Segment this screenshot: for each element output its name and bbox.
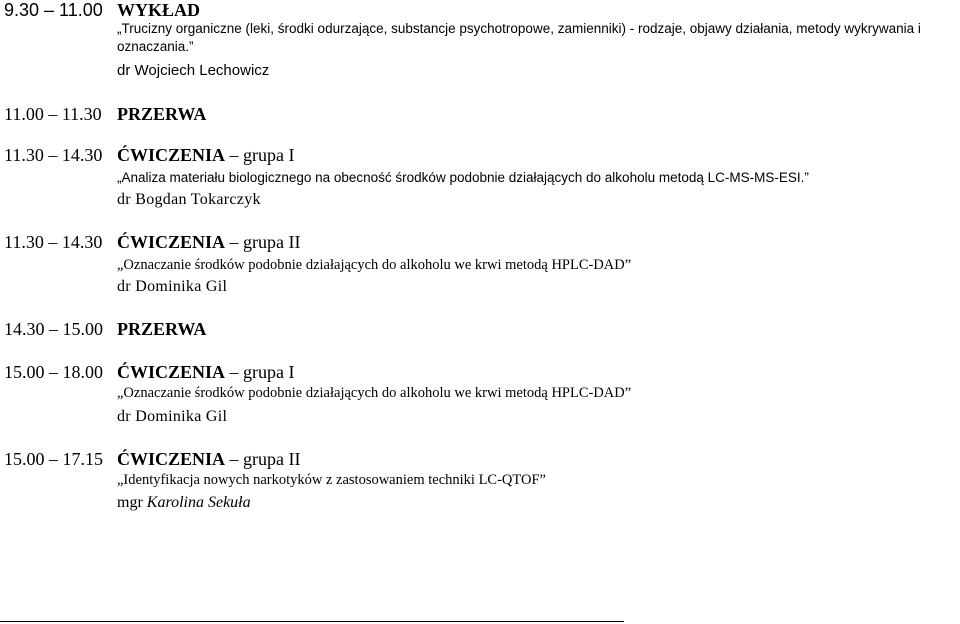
entry-person-name: dr Dominika Gil: [117, 278, 228, 295]
entry-title: ĆWICZENIA: [117, 145, 226, 165]
entry-topic: „Identyfikacja nowych narkotyków z zastosowaniem techniki LC-QTOF”: [117, 472, 546, 488]
entry-person-name: dr Bogdan Tokarczyk: [117, 191, 261, 208]
entry-heading: [117, 104, 206, 124]
entry-time: 15.00 – 17.15: [4, 449, 103, 469]
entry-topic: „Analiza materiału biologicznego na obecność środków podobnie działających do alkoholu metodą LC-MS-MS-ESI.”: [117, 170, 809, 185]
entry-title: ĆWICZENIA: [117, 232, 226, 252]
entry-title: PRZERWA: [117, 104, 207, 124]
entry-heading: [117, 319, 206, 339]
entry-person: [117, 191, 261, 209]
entry-group: – grupa I: [229, 145, 295, 165]
entry-person: [117, 62, 269, 80]
entry-time: 14.30 – 15.00: [4, 319, 103, 339]
entry-title: ĆWICZENIA: [117, 449, 226, 469]
entry-person-prefix: mgr: [117, 494, 147, 511]
entry-topic: „Oznaczanie środków podobnie działających do alkoholu we krwi metodą HPLC-DAD”: [117, 385, 632, 401]
entry-heading: [117, 0, 200, 20]
entry-person: [117, 278, 227, 296]
entry-topic: „Trucizny organiczne (leki, środki odurzające, substancje psychotropowe, zamienniki) - rodzaje, objawy działania, metody wykrywania i oznaczania.”: [117, 21, 921, 54]
entry-title: WYKŁAD: [117, 0, 201, 20]
entry-person: [117, 408, 227, 426]
entry-person-name: dr Dominika Gil: [117, 408, 228, 425]
entry-person-name: Karolina Sekuła: [146, 494, 251, 511]
footnote-divider: [0, 621, 624, 622]
entry-time: 11.00 – 11.30: [4, 104, 102, 124]
entry-time: 15.00 – 18.00: [4, 362, 103, 382]
entry-title: PRZERWA: [117, 319, 207, 339]
entry-time: 9.30 – 11.00: [4, 0, 103, 20]
entry-time: 11.30 – 14.30: [4, 232, 103, 252]
entry-topic: „Oznaczanie środków podobnie działających do alkoholu we krwi metodą HPLC-DAD”: [117, 257, 632, 273]
entry-heading: [117, 232, 301, 252]
entry-heading: [117, 145, 295, 165]
entry-group: – grupa II: [229, 232, 301, 252]
entry-title: ĆWICZENIA: [117, 362, 226, 382]
entry-time: 11.30 – 14.30: [4, 145, 103, 165]
entry-heading: [117, 449, 301, 469]
entry-person-name: dr Wojciech Lechowicz: [117, 62, 270, 79]
entry-group: – grupa I: [229, 362, 295, 382]
entry-group: – grupa II: [229, 449, 301, 469]
entry-person: [117, 494, 251, 512]
entry-heading: [117, 362, 295, 382]
